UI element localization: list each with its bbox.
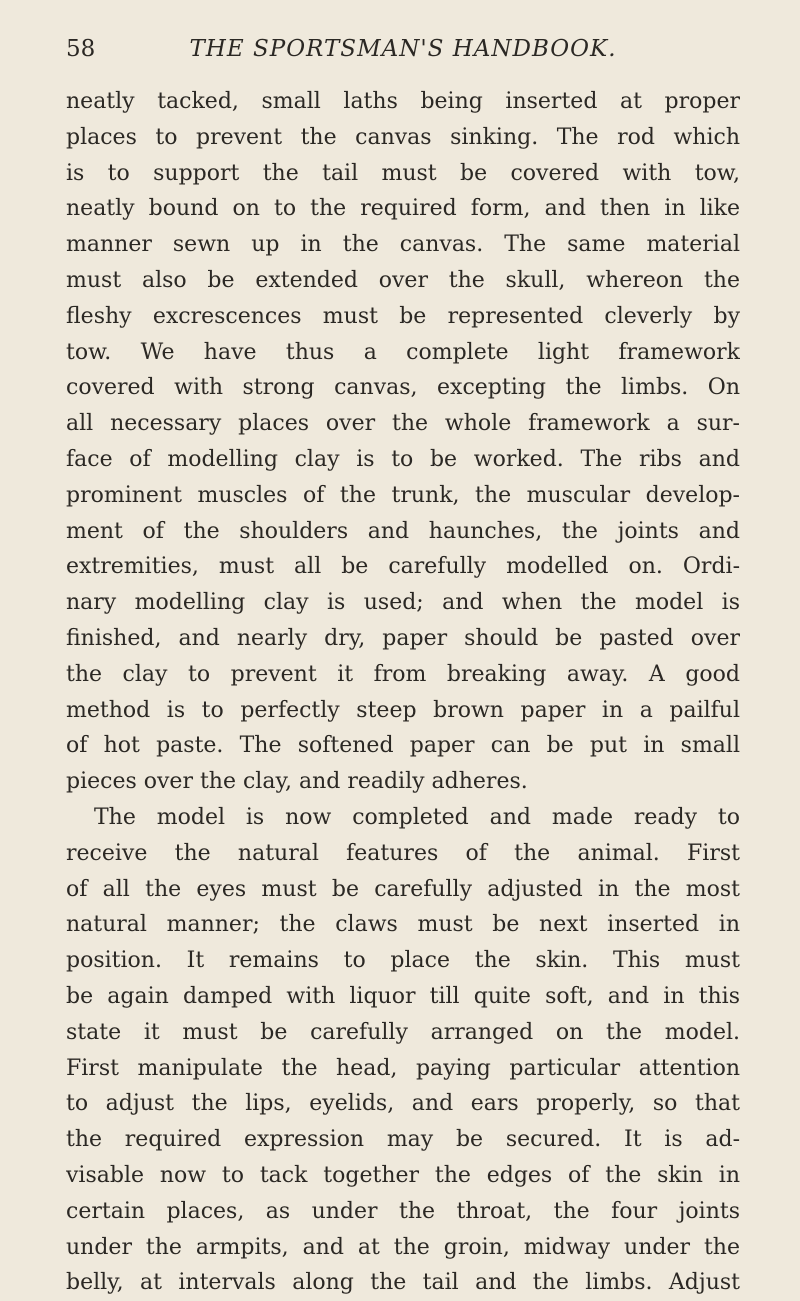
text-line: all necessary places over the whole framework a sur- xyxy=(66,411,740,437)
text-line: position. It remains to place the skin. This must xyxy=(66,948,740,974)
text-line: tow. We have thus a complete light framework xyxy=(66,339,740,365)
text-line: fleshy excrescences must be represented cleverly by xyxy=(66,303,740,329)
text-line: neatly bound on to the required form, and then in like xyxy=(66,196,740,222)
text-line: receive the natural features of the animal. First xyxy=(66,840,740,866)
text-line: covered with strong canvas, excepting the limbs. On xyxy=(66,375,740,401)
text-line: of all the eyes must be carefully adjusted in the most xyxy=(66,876,740,902)
text-line: prominent muscles of the trunk, the muscular develop- xyxy=(66,482,740,508)
text-line: neatly tacked, small laths being inserted at proper xyxy=(66,89,740,114)
running-title: THE SPORTSMAN'S HANDBOOK. xyxy=(189,36,617,62)
text-line: to adjust the lips, eyelids, and ears properly, so that xyxy=(66,1091,740,1117)
text-line: be again damped with liquor till quite soft, and in this xyxy=(66,983,740,1009)
text-line: natural manner; the claws must be next inserted in xyxy=(66,912,740,938)
text-line: visable now to tack together the edges of the skin in xyxy=(66,1162,740,1188)
text-line: First manipulate the head, paying particular attention xyxy=(66,1055,740,1081)
body-text xyxy=(66,84,740,1301)
text-line: belly, at intervals along the tail and the limbs. Adjust xyxy=(66,1270,740,1296)
text-line: face of modelling clay is to be worked. The ribs and xyxy=(66,446,740,472)
text-line: must also be extended over the skull, whereon the xyxy=(66,267,740,293)
text-line: The model is now completed and made ready to xyxy=(94,804,740,830)
text-line: finished, and nearly dry, paper should be pasted over xyxy=(66,625,740,651)
text-line: certain places, as under the throat, the four joints xyxy=(66,1198,740,1224)
text-line: under the armpits, and at the groin, midway under the xyxy=(66,1234,740,1260)
text-line: is to support the tail must be covered with tow, xyxy=(66,160,740,186)
page-header xyxy=(66,36,740,70)
text-line: the required expression may be secured. It is ad- xyxy=(66,1127,740,1153)
text-line: nary modelling clay is used; and when the model is xyxy=(66,590,740,616)
text-line: ment of the shoulders and haunches, the joints and xyxy=(66,518,740,544)
text-line: extremities, must all be carefully modelled on. Ordi- xyxy=(66,554,740,580)
page-number: 58 xyxy=(66,36,96,62)
text-line: places to prevent the canvas sinking. The rod which xyxy=(66,124,740,150)
text-line: method is to perfectly steep brown paper in a pailful xyxy=(66,697,740,723)
text-line: manner sewn up in the canvas. The same material xyxy=(66,232,740,258)
text-line: of hot paste. The softened paper can be put in small xyxy=(66,733,740,759)
text-line: pieces over the clay, and readily adheres. xyxy=(66,769,528,795)
text-line: state it must be carefully arranged on the model. xyxy=(66,1019,740,1045)
text-line: the clay to prevent it from breaking away. A good xyxy=(66,661,740,687)
